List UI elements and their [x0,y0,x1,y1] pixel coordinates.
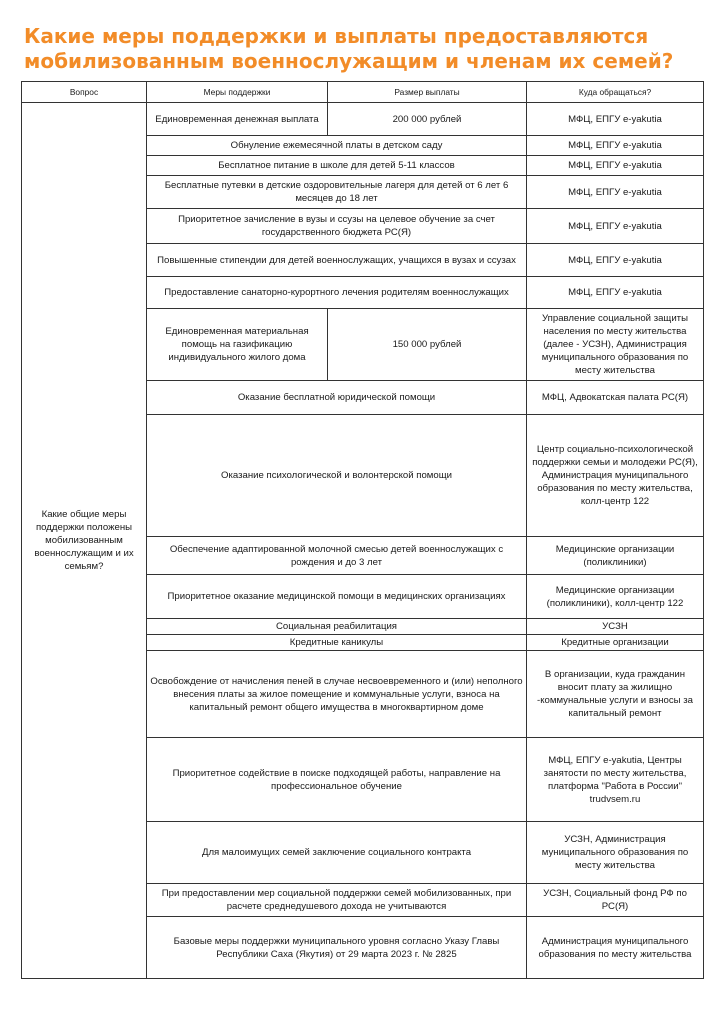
measure-cell: Освобождение от начисления пеней в случае несвоевременного и (или) неполного внесения платы за жилое помещение и коммунальные услуги, взноса на капитальный ремонт общего имущества в многоквартирном доме [147,651,527,738]
measure-cell: Приоритетное зачисление в вузы и ссузы на целевое обучение за счет государственного бюджета РС(Я) [147,209,527,244]
contact-cell: МФЦ, ЕПГУ e-yakutia, Центры занятости по месту жительства, платформа "Работа в России" trudvsem.ru [527,738,704,822]
contact-cell: УСЗН, Администрация муниципального образования по месту жительства [527,822,704,884]
measure-cell: Обнуление ежемесячной платы в детском саду [147,136,527,156]
contact-cell: Медицинские организации (поликлиники) [527,537,704,575]
contact-cell: МФЦ, Адвокатская палата РС(Я) [527,381,704,415]
contact-cell: МФЦ, ЕПГУ e-yakutia [527,136,704,156]
measure-cell: Социальная реабилитация [147,619,527,635]
contact-cell: Медицинские организации (поликлиники), колл-центр 122 [527,575,704,619]
contact-cell: МФЦ, ЕПГУ e-yakutia [527,176,704,209]
title-line-2: мобилизованным военнослужащим и членам их семей? [24,49,674,73]
measure-cell: Предоставление санаторно-курортного лечения родителям военнослужащих [147,277,527,309]
measure-cell: Обеспечение адаптированной молочной смесью детей военнослужащих с рождения и до 3 лет [147,537,527,575]
contact-cell: Кредитные организации [527,635,704,651]
contact-cell: Управление социальной защиты населения по месту жительства (далее - УСЗН), Администрация муниципального образования по месту жительства [527,309,704,381]
contact-cell: В организации, куда гражданин вносит плату за жилищно -коммунальные услуги и взносы за капитальный ремонт [527,651,704,738]
measure-cell: Базовые меры поддержки муниципального уровня согласно Указу Главы Республики Саха (Якутия) от 29 марта 2023 г. № 2825 [147,917,527,979]
measure-cell: Оказание психологической и волонтерской помощи [147,415,527,537]
contact-cell: Администрация муниципального образования по месту жительства [527,917,704,979]
contact-cell: УСЗН [527,619,704,635]
contact-cell: МФЦ, ЕПГУ e-yakutia [527,103,704,136]
contact-cell: МФЦ, ЕПГУ e-yakutia [527,277,704,309]
measure-cell: При предоставлении мер социальной поддержки семей мобилизованных, при расчете среднедушевого дохода не учитываются [147,884,527,917]
measure-cell: Бесплатные путевки в детские оздоровительные лагеря для детей от 6 лет 6 месяцев до 18 лет [147,176,527,209]
measure-cell: Повышенные стипендии для детей военнослужащих, учащихся в вузах и ссузах [147,244,527,277]
contact-cell: МФЦ, ЕПГУ e-yakutia [527,156,704,176]
measure-cell: Приоритетное содействие в поиске подходящей работы, направление на профессиональное обучение [147,738,527,822]
measure-cell: Оказание бесплатной юридической помощи [147,381,527,415]
support-measures-table [21,81,704,979]
table-header-row [22,82,704,103]
contact-cell: МФЦ, ЕПГУ e-yakutia [527,244,704,277]
title-line-1: Какие меры поддержки и выплаты предоставляются [24,24,649,48]
contact-cell: УСЗН, Социальный фонд РФ по РС(Я) [527,884,704,917]
header-amount: Размер выплаты [328,82,527,103]
amount-cell: 200 000 рублей [328,103,527,136]
header-measures: Меры поддержки [147,82,328,103]
measure-cell: Бесплатное питание в школе для детей 5-11 классов [147,156,527,176]
page-title [24,24,704,74]
contact-cell: МФЦ, ЕПГУ e-yakutia [527,209,704,244]
measure-cell: Кредитные каникулы [147,635,527,651]
measure-cell: Единовременная материальная помощь на газификацию индивидуального жилого дома [147,309,328,381]
measure-cell: Единовременная денежная выплата [147,103,328,136]
amount-cell: 150 000 рублей [328,309,527,381]
measure-cell: Приоритетное оказание медицинской помощи в медицинских организациях [147,575,527,619]
measure-cell: Для малоимущих семей заключение социального контракта [147,822,527,884]
contact-cell: Центр социально-психологической поддержки семьи и молодежи РС(Я), Администрация муниципального образования по месту жительства, колл-центр 122 [527,415,704,537]
header-question: Вопрос [22,82,147,103]
question-cell: Какие общие меры поддержки положены мобилизованным военнослужащим и их семьям? [22,103,147,979]
header-contact: Куда обращаться? [527,82,704,103]
table-row [22,103,704,136]
